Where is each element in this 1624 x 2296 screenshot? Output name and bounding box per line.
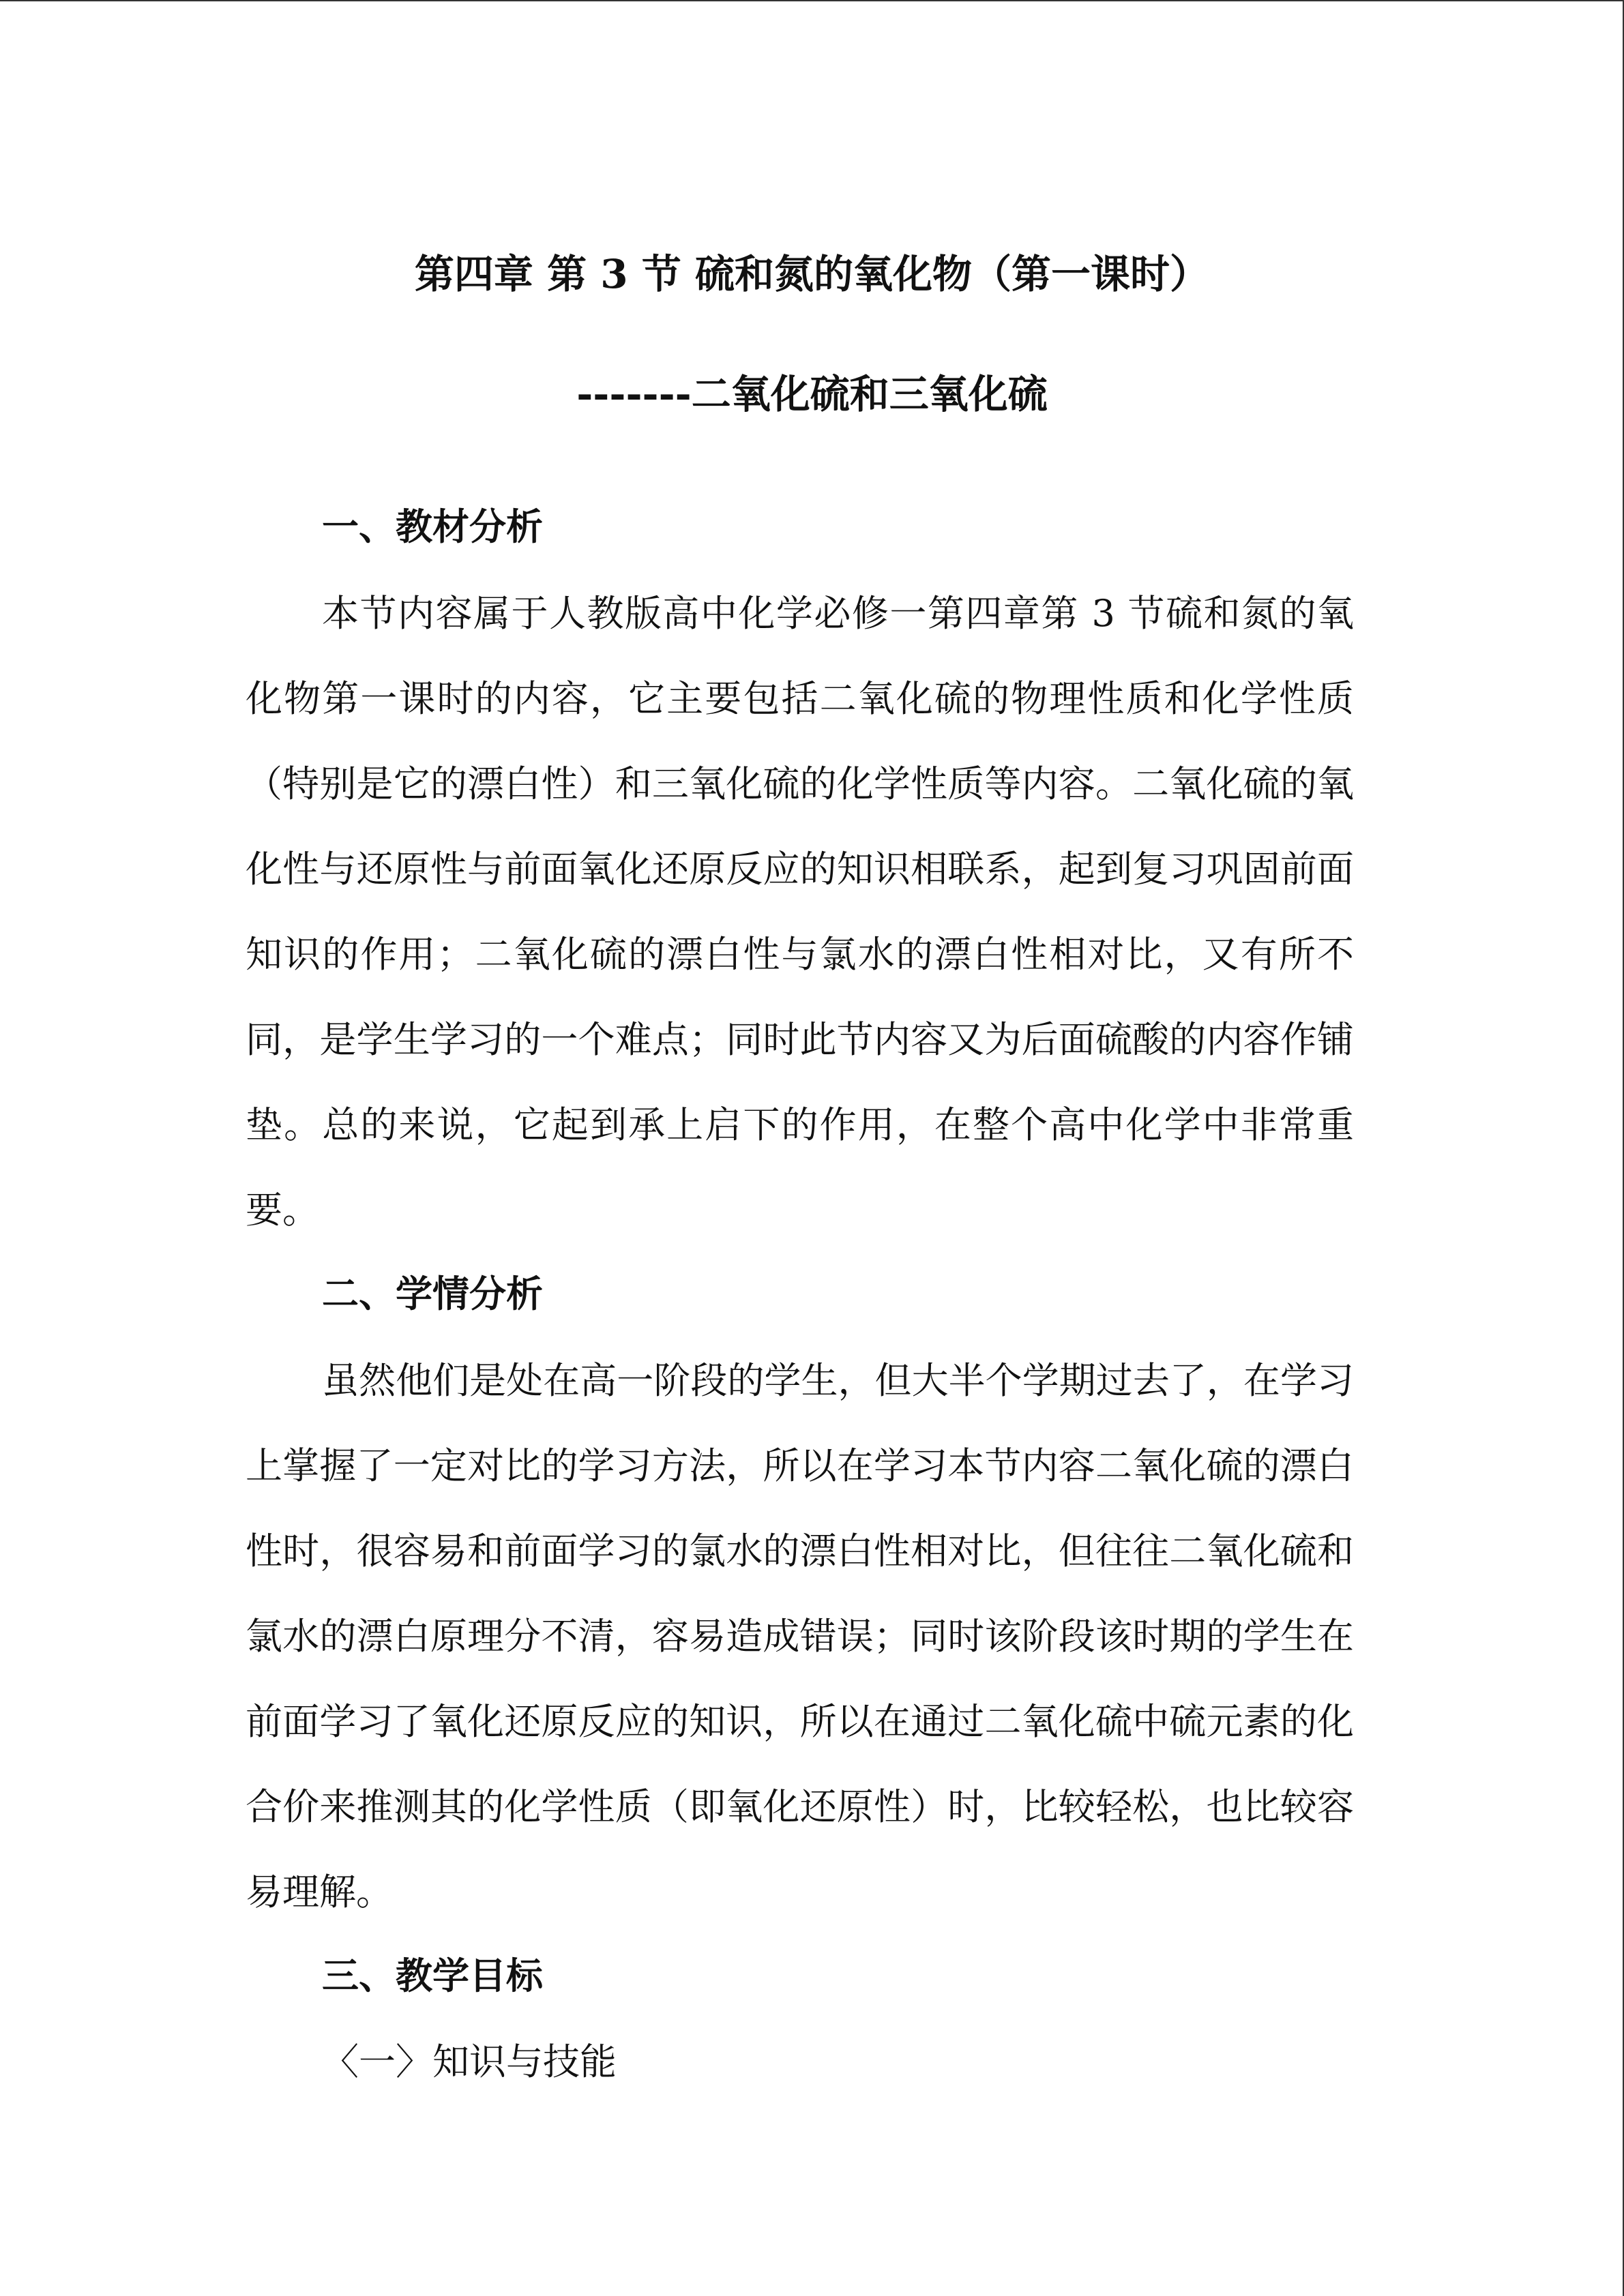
section-heading-textbook-analysis: 一、教材分析: [322, 505, 543, 548]
section-paragraph-student-analysis: 虽然他们是处在高一阶段的学生，但大半个学期过去了，在学习上掌握了一定对比的学习方法，所以在学习本节内容二氧化硫的漂白性时，很容易和前面学习的氯水的漂白性相对比，但往往二氧化硫和氯水的漂白原理分不清，容易造成错误；同时该阶段该时期的学生在前面学习了氧化还原反应的知识，所以在通过二氧化硫中硫元素的化合价来推测其的化学性质（即氧化还原性）时，比较轻松，也比较容易理解。: [246, 1359, 1354, 1913]
document-title: 第四章 第 3 节 硫和氮的氧化物（第一课时）: [414, 251, 1210, 297]
section-heading-teaching-goals: 三、教学目标: [322, 1954, 543, 1997]
subsection-heading-knowledge-skills: 〈一〉知识与技能: [322, 2040, 617, 2083]
section-paragraph-textbook-analysis: 本节内容属于人教版高中化学必修一第四章第 3 节硫和氮的氧化物第一课时的内容，它主要包括二氧化硫的物理性质和化学性质（特别是它的漂白性）和三氧化硫的化学性质等内容。二氧化硫的氧化性与还原性与前面氧化还原反应的知识相联系，起到复习巩固前面知识的作用；二氧化硫的漂白性与氯水的漂白性相对比，又有所不同，是学生学习的一个难点；同时此节内容又为后面硫酸的内容作铺垫。总的来说，它起到承上启下的作用，在整个高中化学中非常重要。: [246, 592, 1354, 1232]
document-subtitle: -------二氧化硫和三氧化硫: [576, 371, 1048, 417]
section-heading-student-analysis: 二、学情分析: [322, 1272, 543, 1315]
